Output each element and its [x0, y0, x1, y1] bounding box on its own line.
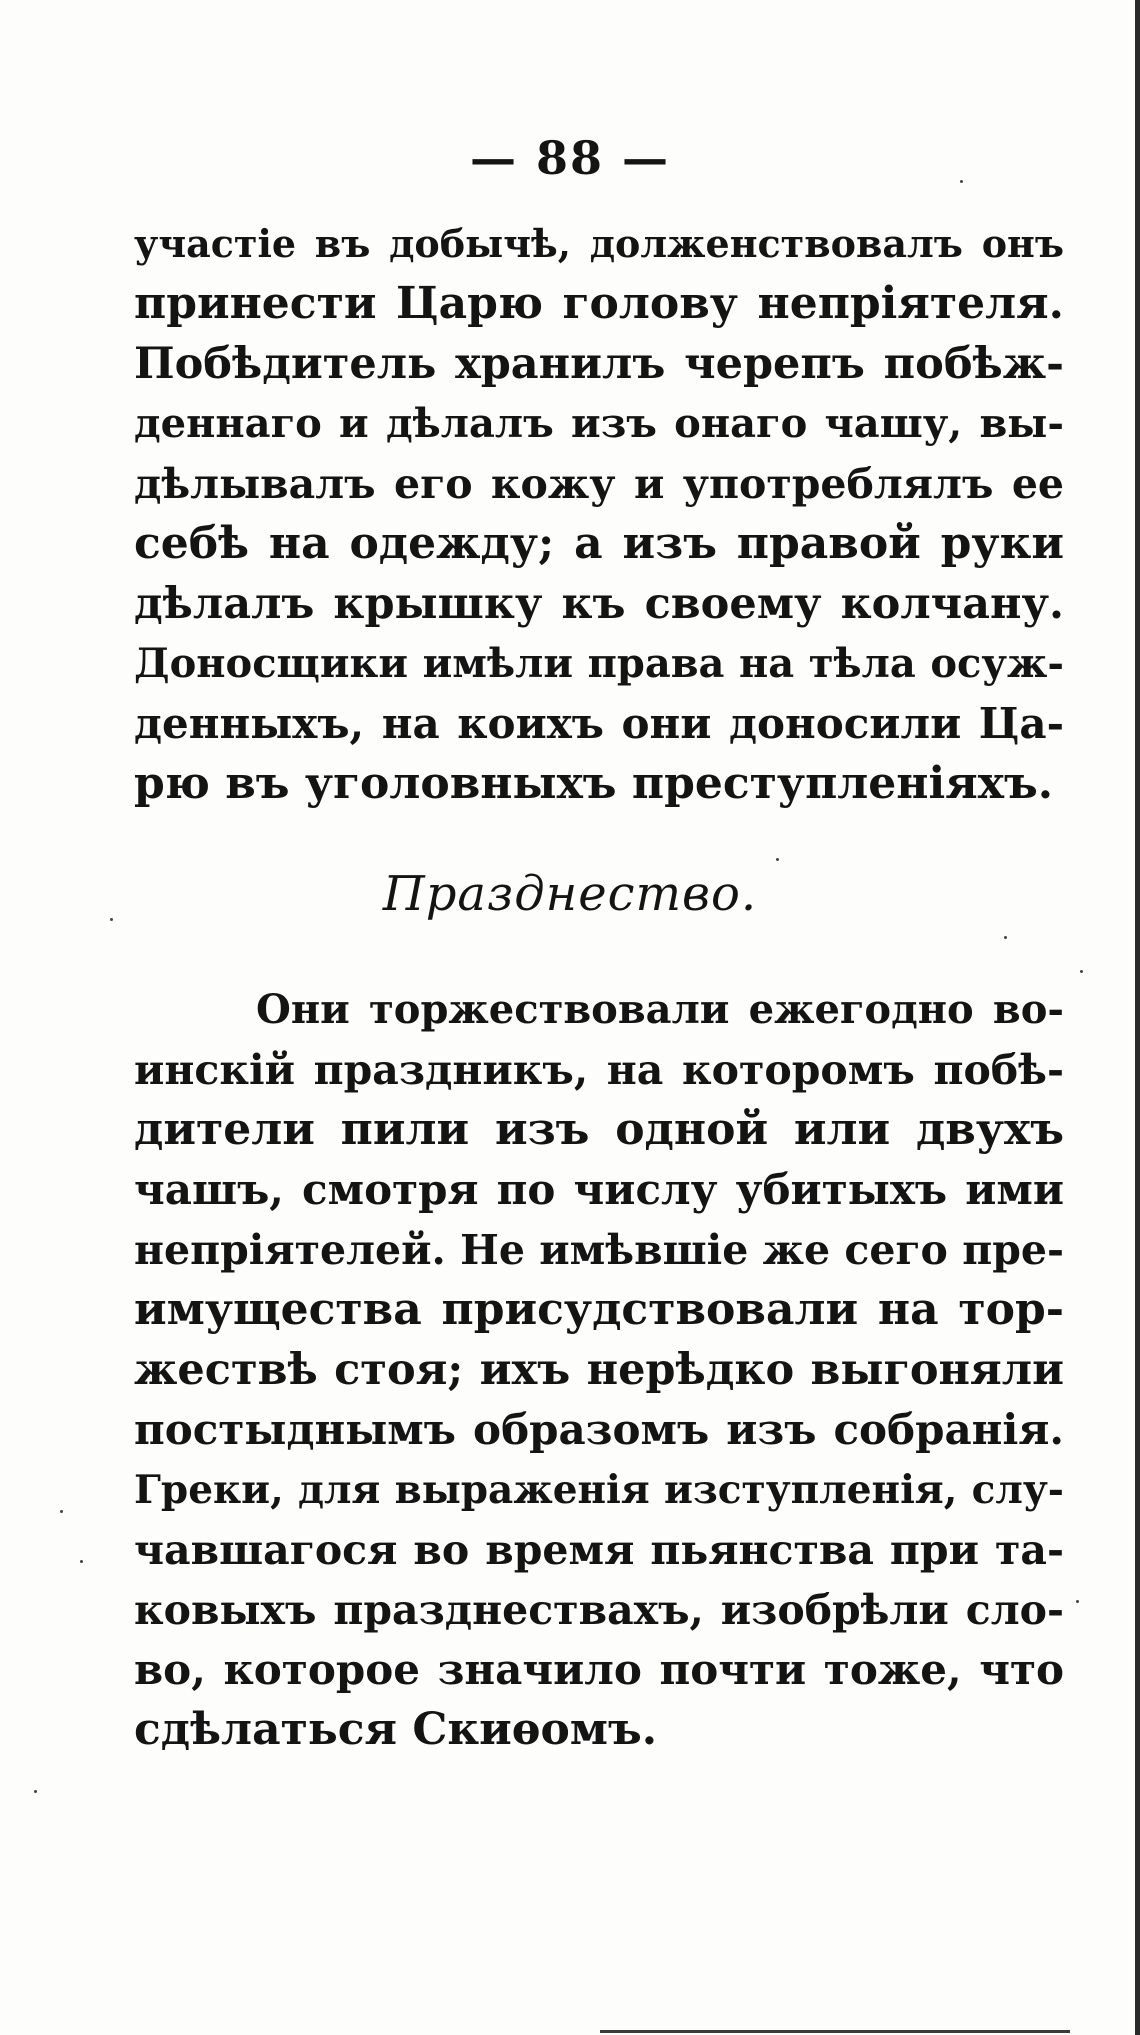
text-line: непріятелей. Не имѣвшіе же сего пре-	[134, 1226, 1064, 1274]
scan-speck	[60, 1510, 63, 1513]
text-line: дѣлывалъ его кожу и употреблялъ ее	[134, 460, 1064, 508]
text-line: имущества присудствовали на тор-	[134, 1284, 1064, 1335]
text-line: чашъ, смотря по числу убитыхъ ими	[134, 1165, 1064, 1214]
scan-speck	[1076, 1600, 1079, 1603]
page-bottom-rule	[600, 2030, 1070, 2033]
text-line: сдѣлаться Скиѳомъ.	[134, 1704, 658, 1755]
text-line: инскій праздникъ, на которомъ побѣ-	[134, 1046, 1064, 1094]
scan-speck	[960, 180, 963, 183]
text-line: рю въ уголовныхъ преступленіяхъ.	[134, 758, 1054, 809]
scan-speck	[34, 1790, 37, 1793]
text-line: принести Царю голову непріятеля.	[134, 278, 1064, 329]
text-line: во, которое значило почти тоже, что	[134, 1645, 1064, 1694]
text-line: дители пили изъ одной или двухъ	[134, 1104, 1064, 1155]
section-title: Празднество.	[382, 866, 758, 922]
text-line: чавшагося во время пьянства при та-	[134, 1526, 1064, 1574]
text-line: Побѣдитель хранилъ черепъ побѣж-	[134, 339, 1064, 389]
text-line: жествѣ стоя; ихъ нерѣдко выгоняли	[134, 1345, 1064, 1395]
text-line: денныхъ, на коихъ они доносили Ца-	[134, 699, 1064, 748]
text-line: дѣлалъ крышку къ своему колчану.	[134, 579, 1064, 629]
text-line: участіе въ добычѣ, долженствовалъ онъ	[134, 221, 1064, 266]
page-right-edge	[1135, 0, 1140, 2035]
paragraph-2	[134, 980, 1064, 1760]
text-line: себѣ на одежду; а изъ правой руки	[134, 518, 1064, 569]
scan-speck	[776, 858, 779, 861]
scan-speck	[110, 918, 113, 921]
paragraph-1	[134, 214, 1064, 814]
scan-speck	[80, 1560, 83, 1563]
page-number-header: — 88 —	[469, 131, 671, 185]
text-line: постыднымъ образомъ изъ собранія.	[134, 1405, 1064, 1454]
scan-speck	[1004, 936, 1007, 939]
text-line: Греки, для выраженія изступленія, слу-	[134, 1467, 1064, 1513]
text-line: Они торжествовали ежегодно во-	[256, 986, 1064, 1033]
text-line: Доносщики имѣли права на тѣла осуж-	[134, 640, 1064, 687]
text-line: деннаго и дѣлалъ изъ онаго чашу, вы-	[134, 400, 1064, 447]
text-line: ковыхъ празднествахъ, изобрѣли сло-	[134, 1586, 1064, 1634]
scan-speck	[1080, 970, 1083, 973]
